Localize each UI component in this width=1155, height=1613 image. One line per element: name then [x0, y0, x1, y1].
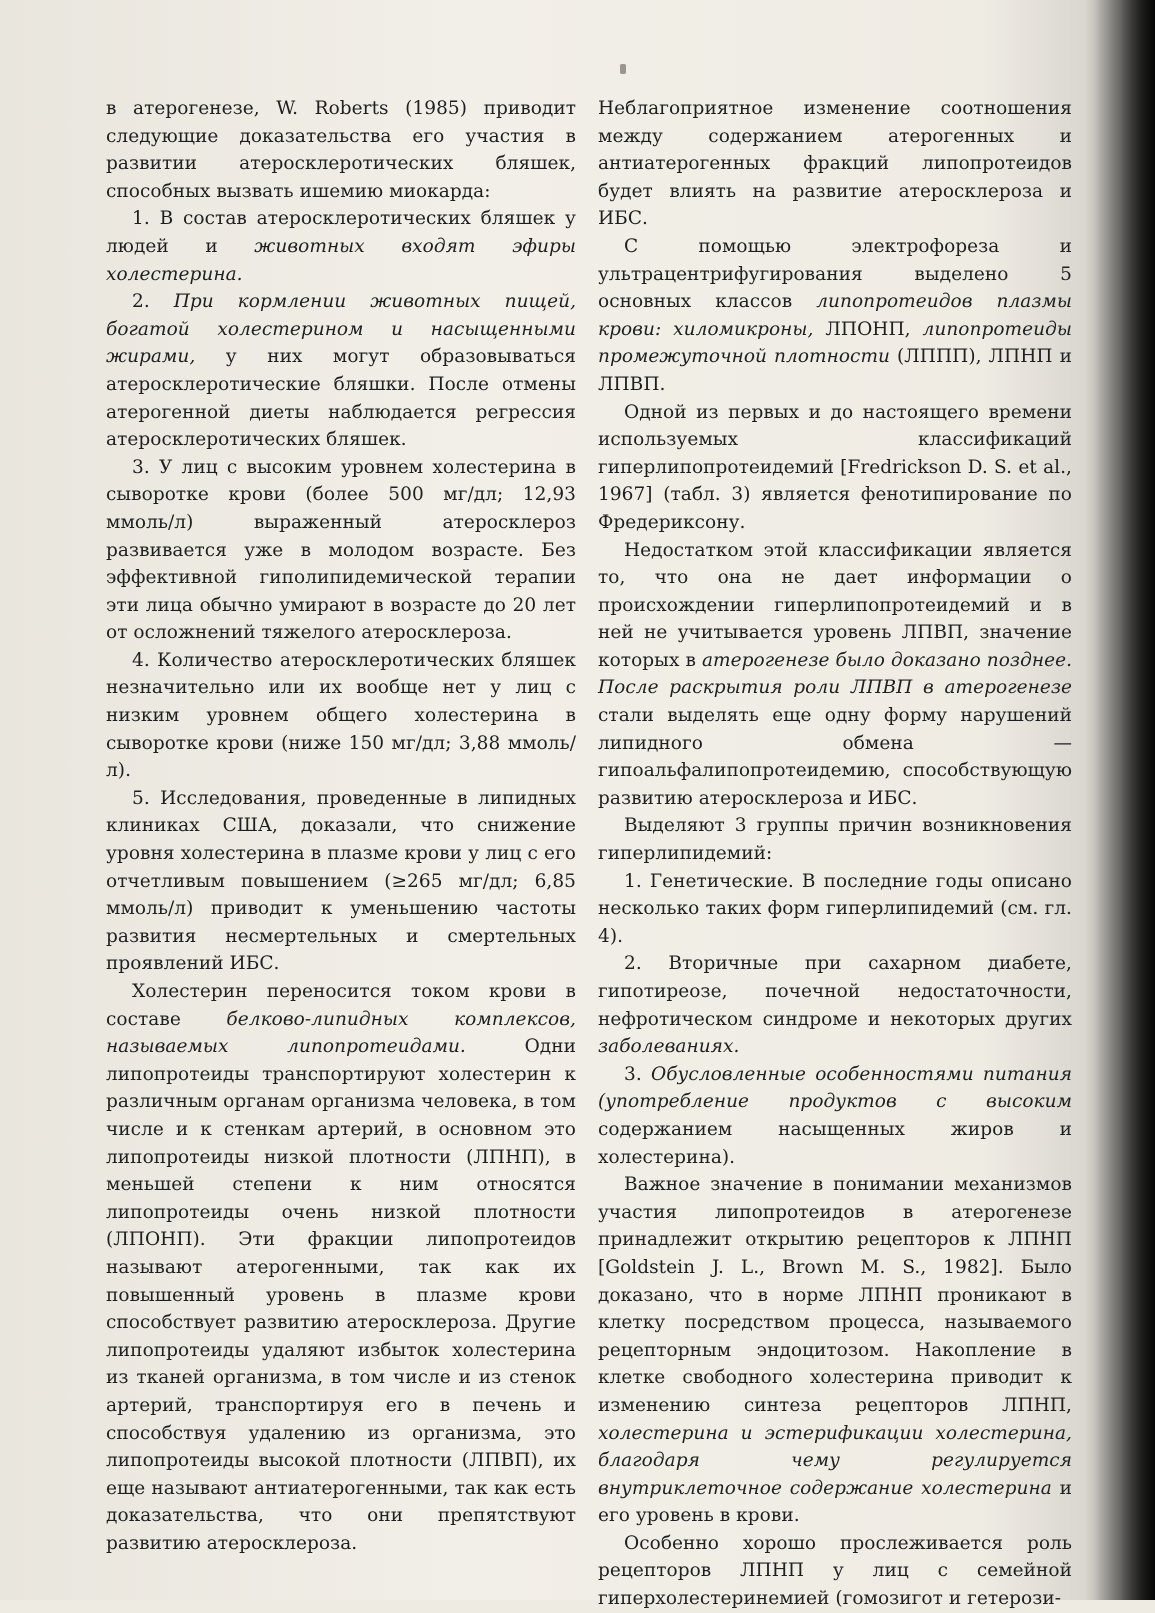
paragraph-text: Холестерин переносится током крови в составе	[106, 981, 576, 1030]
italic-text: заболеваниях.	[598, 1036, 740, 1058]
paragraph: Выделяют 3 группы причин возникновения гиперлипидемий:	[598, 815, 1072, 865]
paragraph	[598, 1061, 1072, 1171]
paragraph: 3. У лиц с высоким уровнем холестерина в сыворотке крови (более 500 мг/дл; 12,93 ммоль/л) выраженный атеросклероз развивается уже в молодом возрасте. Без эффективной гиполипидемической терапии эти лица обычно умирают в возрасте до 20 лет от осложнений тяжелого атеросклероза.	[106, 456, 576, 644]
paragraph	[598, 233, 1072, 399]
paragraph: 4. Количество атеросклеротических бляшек незначительно или их вообще нет у лиц с низким уровнем общего холестерина в сыворотке крови (ниже 150 мг/дл; 3,88 ммоль/л).	[106, 649, 576, 782]
paragraph-text: содержанием насыщенных жиров и холестерина).	[598, 1118, 1072, 1168]
paragraph: 1. Генетические. В последние годы описано несколько таких форм гиперлипидемий (см. гл. 4).	[598, 870, 1072, 947]
paragraph: Особенно хорошо прослеживается роль рецепторов ЛПНП у лиц с семейной гиперхолестеринемией (гомозигот и гетерози-	[598, 1532, 1072, 1610]
paragraph	[598, 1171, 1072, 1530]
paragraph-text: С помощью электрофореза и ультрацентрифугирования выделено 5 основных классов	[598, 235, 1072, 313]
paragraph-text: стали выделять еще одну форму нарушений липидного обмена — гипоальфалипопротеидемию, способствующую развитию атеросклероза и ИБС.	[598, 705, 1072, 809]
paragraph-text: (ЛППП), ЛПНП и ЛПВП.	[598, 346, 1072, 395]
paragraph-text: 1. В состав атеросклеротических бляшек у людей и	[106, 208, 576, 257]
italic-text: животных входят эфиры холестерина.	[106, 235, 576, 285]
paragraph-text: Важное значение в понимании механизмов участия липопротеидов в атерогенезе принадлежит открытию рецепторов к ЛПНП [Goldstein J. L., Brown M. S., 1982]. Было доказано, что в норме ЛПНП проникают в клетку посредством процесса, называемого рецепторным эндоцитозом. Накопление в клетке свободного холестерина приводит к изменению синтеза рецепторов ЛПНП,	[598, 1174, 1072, 1416]
italic-text: Обусловленные особенностями питания (употребление продуктов с высоким	[598, 1063, 1072, 1113]
left-column	[106, 95, 576, 1557]
paragraph	[106, 978, 576, 1557]
italic-text: холестерина и эстерификации холестерина, благодаря чему регулируется внутриклеточное содержание холестерина	[598, 1422, 1072, 1499]
italic-text: липопротеидов плазмы крови: хиломикроны,	[598, 291, 1073, 340]
italic-text: белково-липидных комплексов, называемых липопротеидами.	[106, 1008, 576, 1058]
italic-text: атерогенезе было доказано позднее. После раскрытия роли ЛПВП в атерогенезе	[598, 649, 1073, 699]
paragraph-text: 2.	[132, 291, 174, 313]
paragraph	[598, 950, 1072, 1060]
paragraph-text: ЛПОНП,	[813, 318, 923, 340]
paragraph-text: и его уровень в крови.	[598, 1477, 1072, 1527]
paragraph: Одной из первых и до настоящего времени используемых классификаций гиперлипопротеидемий [Fredrickson D. S. et al., 1967] (табл. 3) является фенотипирование по Фредериксону.	[598, 401, 1072, 533]
paragraph: 5. Исследования, проведенные в липидных клиниках США, доказали, что снижение уровня холестерина в плазме крови у лиц с его отчетливым повышением (≥265 мг/дл; 6,85 ммоль/л) приводит к уменьшению частоты развития несмертельных и смертельных проявлений ИБС.	[106, 787, 576, 975]
paragraph	[106, 205, 576, 288]
paragraph-text: Недостатком этой классификации является то, что она не дает информации о происхождении гиперлипопротеидемий и в ней не учитывается уровень ЛПВП, значение которых в	[598, 539, 1072, 671]
paragraph-text: 2. Вторичные при сахарном диабете, гипотиреозе, почечной недостаточности, нефротическом синдроме и некоторых других	[598, 953, 1072, 1030]
italic-text: При кормлении животных пищей, богатой холестерином и насыщенными жирами,	[106, 291, 576, 368]
italic-text: липопротеиды промежуточной плотности	[598, 318, 1072, 368]
paragraph	[106, 288, 576, 454]
paragraph	[598, 537, 1072, 813]
right-column	[598, 95, 1072, 1613]
paragraph-text: Одни липопротеиды транспортируют холестерин к различным органам организма человека, в том числе и к стенкам артерий, в основном это липопротеиды низкой плотности (ЛПНП), в меньшей степени к ним относятся липопротеиды очень низкой плотности (ЛПОНП). Эти фракции липопротеидов называют атерогенными, так как их повышенный уровень в плазме крови способствует развитию атеросклероза. Другие липопротеиды удаляют избыток холестерина из тканей организма, в том числе и из стенок артерий, транспортируя его в печень и способствуя удалению из организма, это липопротеиды высокой плотности (ЛПВП), их еще называют антиатерогенными, так как есть доказательства, что они препятствуют развитию атеросклероза.	[106, 1036, 576, 1554]
spine-shadow	[1095, 0, 1155, 1600]
paragraph: в атерогенезе, W. Roberts (1985) приводит следующие доказательства его участия в развитии атеросклеротических бляшек, способных вызвать ишемию миокарда:	[106, 98, 576, 202]
print-smudge	[620, 64, 626, 74]
paragraph-text: у них могут образовываться атеросклеротические бляшки. После отмены атерогенной диеты наблюдается регрессия атеросклеротических бляшек.	[106, 346, 576, 451]
paragraph: Неблагоприятное изменение соотношения между содержанием атерогенных и антиатерогенных фракций липопротеидов будет влиять на развитие атеросклероза и ИБС.	[598, 98, 1072, 230]
paragraph-text: 3.	[624, 1063, 651, 1085]
